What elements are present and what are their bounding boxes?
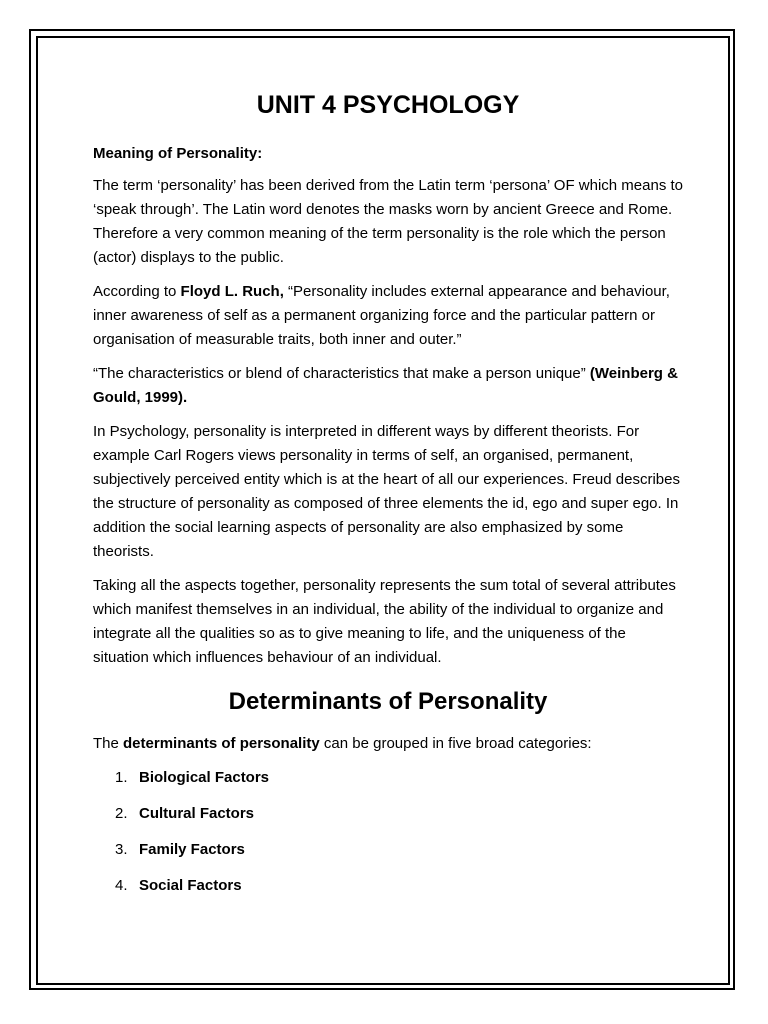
list-label: Social Factors: [139, 877, 242, 894]
list-number: 4.: [115, 877, 128, 894]
intro-bold: determinants of personality: [123, 735, 320, 752]
determinants-intro: [93, 732, 683, 756]
document-title: UNIT 4 PSYCHOLOGY: [256, 91, 520, 119]
ruch-author: Floyd L. Ruch,: [180, 283, 284, 300]
meaning-heading: Meaning of Personality:: [93, 145, 263, 162]
paragraph-persona-origin: The term ‘personality’ has been derived from the Latin term ‘persona’ OF which means to ‘speak through’. The Latin word denotes the masks worn by ancient Greece and Rome. Therefore a very common meaning of the term personality is the role which the person (actor) displays to the public.: [93, 177, 683, 266]
paragraph-theorists: In Psychology, personality is interpreted in different ways by different theorists. For example Carl Rogers views personality in terms of self, an organised, permanent, subjectively perceived entity which is at the heart of all our experiences. Freud describes the structure of personality as composed of three elements the id, ego and super ego. In addition the social learning aspects of personality are also emphasized by some theorists.: [93, 423, 680, 560]
list-label: Family Factors: [139, 841, 245, 858]
list-number: 1.: [115, 769, 128, 786]
section-title-determinants: Determinants of Personality: [228, 688, 548, 715]
factors-list: [93, 766, 683, 898]
paragraph-weinberg-definition: [93, 362, 683, 410]
list-number: 2.: [115, 805, 128, 822]
list-number: 3.: [115, 841, 128, 858]
list-item: [93, 838, 683, 862]
ruch-quote: “Personality includes external appearance and behaviour, inner awareness of self as a permanent organizing force and the particular pattern or organisation of measurable traits, both inner and outer.”: [93, 283, 670, 348]
paragraph-summary: Taking all the aspects together, personality represents the sum total of several attributes which manifest themselves in an individual, the ability of the individual to organize and integrate all the qualities so as to give meaning to life, and the uniqueness of the situation which influences behaviour of an individual.: [93, 577, 676, 666]
list-item: [93, 874, 683, 898]
document-body: [93, 85, 683, 910]
list-item: [93, 766, 683, 790]
ruch-lead-text: According to: [93, 283, 181, 300]
list-label: Biological Factors: [139, 769, 270, 786]
weinberg-citation: (Weinberg & Gould, 1999).: [93, 365, 678, 406]
intro-rest: can be grouped in five broad categories:: [319, 735, 592, 752]
weinberg-quote: “The characteristics or blend of characteristics that make a person unique”: [93, 365, 590, 382]
intro-lead: The: [93, 735, 124, 752]
list-item: [93, 802, 683, 826]
list-label: Cultural Factors: [139, 805, 255, 822]
paragraph-ruch-definition: [93, 280, 683, 352]
